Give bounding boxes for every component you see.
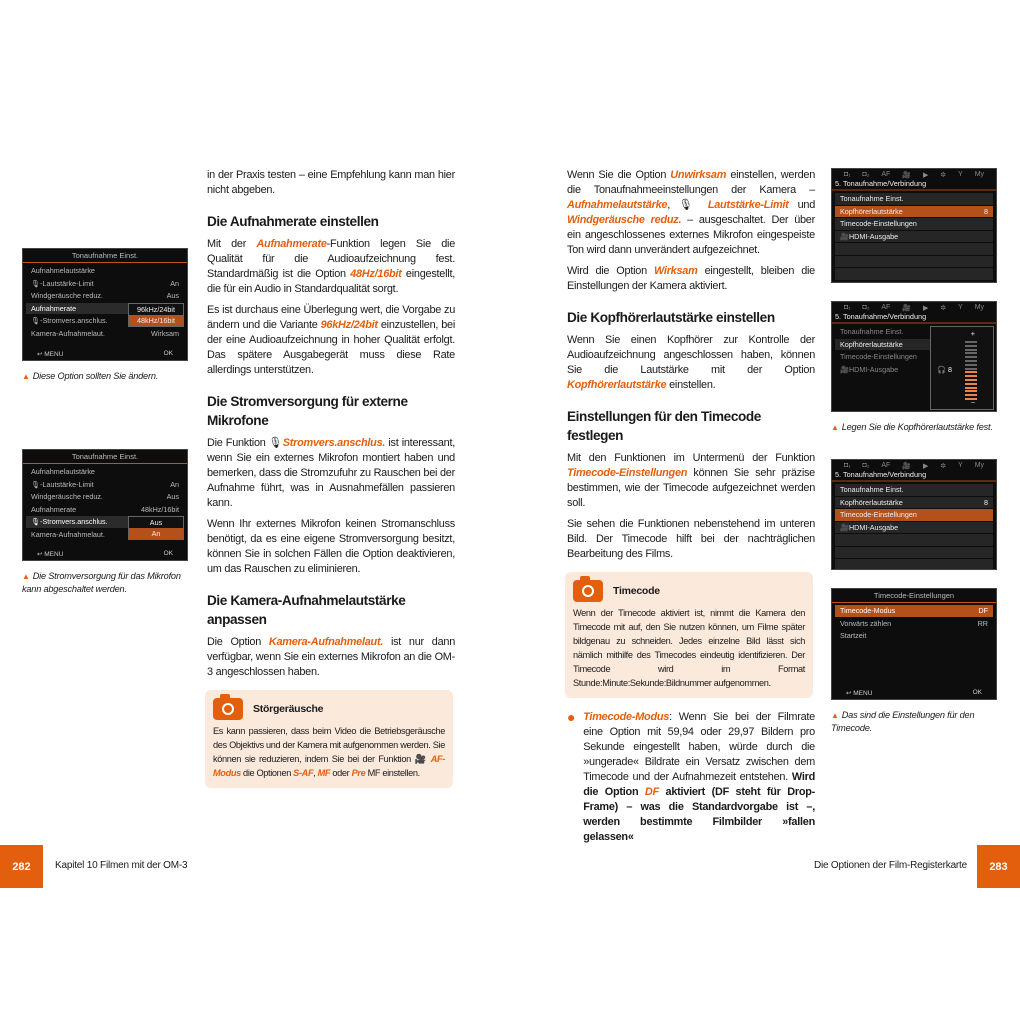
text-run: in der Praxis testen – eine Empfehlung kann man hier nicht abgeben. <box>207 169 455 196</box>
menu-row <box>26 328 184 340</box>
menu-tab-icon: Y <box>958 462 963 469</box>
menu-row-value: 8 <box>984 497 988 507</box>
menu-tab-icon: ▶ <box>922 305 929 312</box>
menu-row-label: 🎙-Stromvers.anschlus. <box>31 316 108 325</box>
camera-screen-timecode-settings <box>831 588 997 700</box>
paragraph <box>207 517 455 577</box>
popup-option: 48kHz/16bit <box>129 315 183 326</box>
menu-row-label: Timecode-Einstellungen <box>840 352 917 361</box>
menu-tab-icon: ✲ <box>940 305 947 312</box>
highlight-term: Timecode-Modus <box>583 711 670 723</box>
menu-row <box>835 268 993 280</box>
caption-text: Diese Option sollten Sie ändern. <box>32 371 159 381</box>
option-popup <box>128 516 184 540</box>
menu-row <box>26 265 184 277</box>
volume-bar <box>965 352 977 354</box>
tip-body <box>213 724 445 780</box>
menu-tab-icon: Y <box>958 304 963 311</box>
menu-list <box>832 484 996 570</box>
menu-row <box>835 630 993 642</box>
back-menu-button: ↩ MENU <box>37 551 64 558</box>
text-run: können Sie sehr präzise bestimmen, wie der Timecode aufgezeichnet werden soll. <box>567 467 815 509</box>
menu-row <box>835 243 993 255</box>
menu-row-value: Wirksam <box>151 328 179 338</box>
volume-bar <box>965 345 977 347</box>
menu-list <box>832 605 996 642</box>
menu-section-title: 5. Tonaufnahme/Verbindung <box>832 312 996 324</box>
highlight-term: Windgeräusche reduz. <box>567 214 682 226</box>
menu-row-value: An <box>170 479 179 489</box>
bullet-icon: ● <box>567 709 576 725</box>
paragraph <box>567 264 815 294</box>
text-run: Die Option <box>207 636 269 648</box>
camera-screen-menu-kopfhoerer <box>831 168 997 283</box>
volume-panel <box>930 326 994 410</box>
menu-tab-icon: ◘₁ <box>843 304 851 311</box>
menu-tabs <box>832 460 996 470</box>
text-run: einstellen, werden die Tonaufnahmeeinstellungen der Kamera – <box>567 169 816 196</box>
volume-bar <box>965 371 977 373</box>
menu-row <box>835 618 993 630</box>
menu-row-label: Timecode-Einstellungen <box>840 219 917 228</box>
menu-row-label: Kopfhörerlautstärke <box>840 206 903 216</box>
menu-row-label: Kopfhörerlautstärke <box>840 339 903 349</box>
text-run: Die Funktion 🎙 <box>207 437 283 449</box>
menu-row-value: Aus <box>166 492 179 501</box>
paragraph <box>567 168 815 258</box>
tip-title: Störgeräusche <box>253 702 324 715</box>
camera-screen-volume <box>831 301 997 412</box>
highlight-term: 48Hz/16bit <box>350 268 402 280</box>
volume-bar <box>965 364 977 366</box>
screen-title: Tonaufnahme Einst. <box>23 450 187 464</box>
menu-row-label: Windgeräusche reduz. <box>31 492 103 501</box>
text-run: Wenn Sie die Option <box>567 169 671 181</box>
text-run: einstellen. <box>666 379 716 391</box>
page-number-right: 283 <box>977 845 1020 888</box>
paragraph <box>207 303 455 378</box>
menu-tab-icon: My <box>974 171 985 178</box>
menu-tab-icon: 🎥 <box>902 305 911 312</box>
highlight-term: Aufnahmerate <box>256 238 327 250</box>
menu-row <box>26 479 184 491</box>
menu-row <box>835 206 993 218</box>
menu-row <box>835 559 993 570</box>
section-heading <box>567 308 815 327</box>
menu-tab-icon: 🎥 <box>902 463 911 470</box>
menu-row-label: Windgeräusche reduz. <box>31 291 103 300</box>
menu-row-label: Aufnahmelautstärke <box>31 467 95 476</box>
text-run: – ausgeschaltet. Der über ein angeschlossenes externes Mikrofon eingespeiste Ton wird dann unverändert aufgezeichnet. <box>567 214 815 256</box>
menu-tab-icon: Y <box>958 171 963 178</box>
menu-row <box>835 256 993 268</box>
menu-row <box>26 504 184 516</box>
text-run: und <box>788 199 815 211</box>
menu-row-value: 48kHz/16bit <box>141 504 179 514</box>
ok-button: OK <box>972 689 982 696</box>
camera-screen-stromversorgung <box>22 449 188 561</box>
menu-row-label: Kamera-Aufnahmelaut. <box>31 328 105 338</box>
highlight-term: Lautstärke-Limit <box>707 199 789 211</box>
popup-option: Aus <box>149 518 163 527</box>
menu-tab-icon: AF <box>881 304 891 311</box>
volume-bar <box>965 360 977 362</box>
menu-row-label: 🎙-Lautstärke-Limit <box>31 278 94 288</box>
menu-row <box>26 290 184 302</box>
menu-tab-icon: ◘₁ <box>843 171 851 178</box>
text-run: , <box>313 768 318 778</box>
back-menu-button: ↩ MENU <box>846 690 873 697</box>
ok-button: OK <box>163 550 173 557</box>
tip-header <box>213 698 445 720</box>
menu-row <box>835 605 993 617</box>
text-run: ist interessant, wenn Sie ein externes Mikrofon montiert haben und bemerken, dass die Stromzufuhr zu Rauschen bei der Aufnahme führt, was in Ausnahmefällen passieren kann. <box>207 437 455 509</box>
volume-minus: − <box>970 398 975 407</box>
text-run: die Optionen <box>240 768 294 778</box>
highlight-term: Timecode-Einstellungen <box>567 467 688 479</box>
menu-row <box>26 466 184 478</box>
volume-bar <box>965 356 977 358</box>
highlight-term: Aufnahmelautstärke <box>567 199 668 211</box>
menu-row <box>835 547 993 559</box>
paragraph <box>207 237 455 297</box>
menu-tab-icon: My <box>974 304 985 311</box>
page-number-left: 282 <box>0 845 43 888</box>
volume-bar <box>965 379 977 381</box>
menu-row-label: 🎥HDMI-Ausgabe <box>840 522 899 532</box>
popup-option: 96kHz/24bit <box>137 304 175 314</box>
menu-tabs <box>832 169 996 179</box>
highlight-term: Pre <box>351 768 366 778</box>
menu-row-label: Timecode-Modus <box>840 606 896 615</box>
menu-row <box>835 193 993 205</box>
menu-row-label: 🎙-Stromvers.anschlus. <box>31 517 108 526</box>
menu-row-value: 8 <box>984 206 988 216</box>
tip-box <box>205 690 453 788</box>
highlight-term: S-AF <box>293 768 314 778</box>
text-run: : Wenn Sie bei der Filmrate eine Option mit 59,94 oder 29,97 Bildern pro Sekunde eingestellt haben, würde durch die »ungerade« Bildrate ein Versatz zwischen dem Timecode und der Aufnahmezeit entstehen. <box>583 711 815 783</box>
paragraph <box>567 517 815 562</box>
menu-section-title: 5. Tonaufnahme/Verbindung <box>832 179 996 191</box>
menu-row-label: Startzeit <box>840 631 867 640</box>
highlight-term: Unwirksam <box>670 169 727 181</box>
menu-tab-icon: ▶ <box>922 463 929 470</box>
menu-row-value: RR <box>977 618 988 628</box>
tip-header <box>573 580 805 602</box>
highlight-term: Kopfhörerlautstärke <box>567 379 667 391</box>
triangle-icon: ▲ <box>831 423 839 432</box>
text-run: Es kann passieren, dass beim Video die Betriebsgeräusche des Objektivs und der Kamera mit aufgenommen werden. Sie können sie reduzieren, indem Sie bei der Funktion 🎥 <box>213 726 445 764</box>
text-run: Sie sehen die Funktionen nebenstehend im unteren Bild. Der Timecode hilft bei der nachträglichen Bearbeitung des Films. <box>567 518 815 560</box>
menu-row-label: Vorwärts zählen <box>840 618 892 628</box>
option-popup <box>128 303 184 327</box>
text-run: Wenn der Timecode aktiviert ist, nimmt die Kamera den Timecode mit auf, den Sie nutzen können, um Filme später bildgenau zu schneiden. Jedes einzelne Bild lässt sich nämlich mithilfe des Timecodes eindeutig identifizieren. Der Timecode wird im Format Stunde:Minute:Sekunde:Bildnummer aufgenommen. <box>573 608 805 688</box>
menu-tab-icon: ◘₂ <box>862 462 870 469</box>
highlight-term: AF-Modus <box>213 754 445 778</box>
section-title: Die Optionen der Film-Registerkarte <box>813 860 967 871</box>
volume-bar <box>965 368 977 370</box>
menu-row-label: Kopfhörerlautstärke <box>840 497 903 507</box>
screen-footer <box>23 550 187 558</box>
text-run: Die Kamera-Aufnahmelautstärke anpassen <box>207 593 406 627</box>
text-run: Es ist durchaus eine Überlegung wert, die Vorgabe zu ändern und die Variante <box>207 304 455 331</box>
menu-row <box>835 218 993 230</box>
text-run: einzustellen, bei der eine Audioaufzeichnung in hoher Qualität erfolgt. Das spätere Ausgabegerät muss diese Rate allerdings unterstützen. <box>207 319 455 376</box>
menu-tab-icon: My <box>974 462 985 469</box>
menu-list <box>832 193 996 280</box>
text-run: Wenn Sie einen Kopfhörer zur Kontrolle der Audioaufzeichnung angeschlossen haben, können Sie die Lautstärke mit der Option <box>567 334 815 376</box>
menu-row-label: Tonaufnahme Einst. <box>840 194 904 203</box>
menu-tab-icon: ▶ <box>922 172 929 179</box>
volume-bar <box>965 349 977 351</box>
menu-row-label: Tonaufnahme Einst. <box>840 327 904 336</box>
volume-bar <box>965 375 977 377</box>
screen-footer <box>23 350 187 358</box>
menu-tab-icon: AF <box>881 462 891 469</box>
menu-tab-icon: ◘₂ <box>862 171 870 178</box>
volume-plus: + <box>970 329 975 338</box>
caption-text: Das sind die Einstellungen für den Timecode. <box>831 710 975 733</box>
menu-row <box>835 534 993 546</box>
text-run: Mit der <box>207 238 257 250</box>
triangle-icon: ▲ <box>831 711 839 720</box>
menu-row <box>835 522 993 534</box>
text-run: ist nur dann verfügbar, wenn Sie ein externes Mikrofon an die OM-3 angeschlossen haben. <box>207 636 455 678</box>
text-run: eingestellt, die für ein Audio in Standardqualität sorgt. <box>207 268 455 295</box>
menu-tab-icon: ◘₁ <box>843 462 851 469</box>
text-run: Die Stromversorgung für externe Mikrofone <box>207 394 408 428</box>
menu-row <box>835 509 993 521</box>
paragraph <box>207 635 455 680</box>
section-heading <box>567 407 815 445</box>
paragraph <box>567 333 815 393</box>
highlight-term: DF <box>644 786 659 798</box>
text-run: , 🎙 <box>667 199 708 211</box>
menu-row <box>835 231 993 243</box>
caption-text: Die Stromversorgung für das Mikrofon kann abgeschaltet werden. <box>22 571 181 594</box>
menu-row-label: 🎥HDMI-Ausgabe <box>840 231 899 241</box>
menu-row-value: DF <box>978 606 988 615</box>
bullet-item <box>567 710 815 851</box>
menu-row-label: Tonaufnahme Einst. <box>840 485 904 494</box>
paragraph <box>567 451 815 511</box>
section-heading <box>207 392 455 430</box>
triangle-icon: ▲ <box>22 372 30 381</box>
back-menu-button: ↩ MENU <box>37 351 64 358</box>
text-run: aktiviert (DF steht für Drop-Frame) – was die Standardvorgabe ist –, werden bestimmte Filmbilder »fallen gelassen« <box>583 786 815 843</box>
caption <box>831 421 999 434</box>
screen-title: Timecode-Einstellungen <box>832 589 996 603</box>
volume-bar <box>965 383 977 385</box>
menu-row <box>835 497 993 509</box>
menu-row-label: Aufnahmerate <box>31 504 77 514</box>
volume-bar <box>965 341 977 343</box>
headphone-volume-label: 🎧 8 <box>937 365 952 374</box>
chapter-title: Kapitel 10 Filmen mit der OM-3 <box>55 860 188 871</box>
caption <box>22 570 192 595</box>
volume-bar <box>965 390 977 392</box>
menu-row-label: Aufnahmerate <box>31 303 77 313</box>
text-run: Die Kopfhörerlautstärke einstellen <box>567 310 775 325</box>
camera-tip-icon <box>213 698 243 720</box>
highlight-term: Kamera-Aufnahmelaut. <box>268 636 384 648</box>
highlight-term: MF <box>317 768 331 778</box>
menu-row-label: Timecode-Einstellungen <box>840 510 917 519</box>
text-run: Wird die Option <box>583 771 815 798</box>
highlight-term: Stromvers.anschlus. <box>282 437 386 449</box>
menu-row <box>26 278 184 290</box>
menu-tabs <box>832 302 996 312</box>
highlight-term: Wirksam <box>653 265 698 277</box>
menu-row <box>835 484 993 496</box>
volume-bar <box>965 387 977 389</box>
menu-row-value: An <box>170 278 179 288</box>
popup-option: An <box>129 528 183 539</box>
text-run: MF einstellen. <box>365 768 420 778</box>
text-run: oder <box>330 768 352 778</box>
tip-body <box>573 606 805 690</box>
caption-text: Legen Sie die Kopfhörerlautstärke fest. <box>841 422 993 432</box>
paragraph <box>207 168 455 198</box>
text-run: Einstellungen für den Timecode festlegen <box>567 409 761 443</box>
text-run: -Funktion legen Sie die Qualität für die Audioaufzeichnung fest. Standardmäßig ist die Option <box>207 238 455 280</box>
right-page-text-column <box>567 168 815 851</box>
text-run: Die Aufnahmerate einstellen <box>207 214 379 229</box>
menu-row-label: 🎥HDMI-Ausgabe <box>840 364 899 374</box>
menu-row-label: Kamera-Aufnahmelaut. <box>31 529 105 539</box>
camera-screen-menu-timecode <box>831 459 997 570</box>
bullet-text <box>583 710 815 845</box>
text-run: eingestellt, bleiben die Einstellungen der Kamera aktiviert. <box>567 265 815 292</box>
triangle-icon: ▲ <box>22 572 30 581</box>
menu-row-label: Aufnahmelautstärke <box>31 266 95 275</box>
volume-bar <box>965 394 977 396</box>
paragraph <box>207 436 455 511</box>
caption <box>831 709 999 734</box>
text-run: Wenn Ihr externes Mikrofon keinen Stromanschluss benötigt, da es eine eigene Stromversorgung besitzt, können Sie in solchen Fällen die Option deaktivieren, um das Rauschen zu eliminieren. <box>207 518 455 575</box>
highlight-term: 96kHz/24bit <box>320 319 378 331</box>
section-heading <box>207 212 455 231</box>
ok-button: OK <box>163 350 173 357</box>
text-run: Mit den Funktionen im Untermenü der Funktion <box>567 452 815 464</box>
tip-title: Timecode <box>613 584 660 597</box>
text-run: Wird die Option <box>567 265 654 277</box>
menu-tab-icon: ✲ <box>940 172 947 179</box>
screen-footer <box>832 689 996 697</box>
left-page-text-column <box>207 168 455 800</box>
menu-row-label: 🎙-Lautstärke-Limit <box>31 479 94 489</box>
menu-tab-icon: ◘₂ <box>862 304 870 311</box>
menu-row-value: Aus <box>166 291 179 300</box>
menu-section-title: 5. Tonaufnahme/Verbindung <box>832 470 996 482</box>
camera-tip-icon <box>573 580 603 602</box>
menu-row <box>26 491 184 503</box>
caption <box>22 370 192 383</box>
tip-box <box>565 572 813 698</box>
menu-tab-icon: AF <box>881 171 891 178</box>
screen-title: Tonaufnahme Einst. <box>23 249 187 263</box>
section-heading <box>207 591 455 629</box>
menu-tab-icon: 🎥 <box>902 172 911 179</box>
camera-screen-aufnahmerate <box>22 248 188 361</box>
menu-tab-icon: ✲ <box>940 463 947 470</box>
